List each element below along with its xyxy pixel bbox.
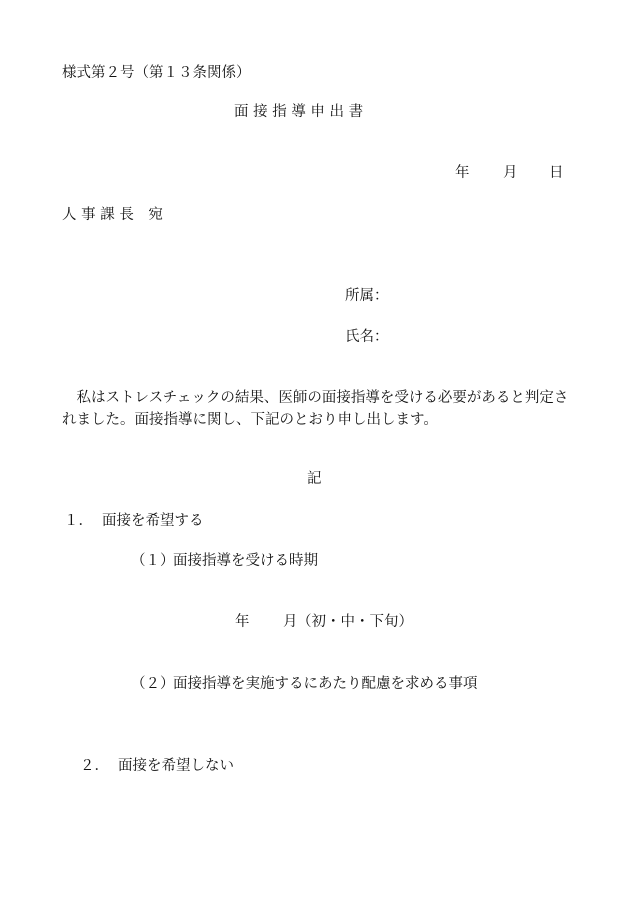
item1-sub2-label: 面接指導を実施するにあたり配慮を求める事項 xyxy=(173,676,478,692)
item2-label: 面接を希望しない xyxy=(118,758,234,774)
document-title: 面 接 指 導 申 出 書 xyxy=(234,104,364,120)
item1-number: １． xyxy=(64,513,93,529)
name-label: 氏名： xyxy=(345,329,389,345)
date-year-label: 年 xyxy=(455,165,470,181)
timing-period-label: （初・中・下旬） xyxy=(297,614,413,630)
addressee: 人 事 課 長 宛 xyxy=(62,207,163,223)
item1-label: 面接を希望する xyxy=(102,513,204,529)
item1-sub1-label: 面接指導を受ける時期 xyxy=(173,553,318,569)
timing-year-label: 年 xyxy=(235,614,250,630)
body-text: 私はストレスチェックの結果、医師の面接指導を受ける必要があると判定されました。面接指導に関し、下記のとおり申し出します。 xyxy=(62,390,569,428)
date-month-label: 月 xyxy=(503,165,518,181)
item2-number: ２． xyxy=(80,758,109,774)
ki-heading: 記 xyxy=(307,471,322,487)
item1-sub2-number: （２） xyxy=(131,676,175,692)
timing-month-label: 月 xyxy=(283,614,298,630)
item1-sub1-number: （１） xyxy=(131,553,175,569)
form-number: 様式第２号（第１３条関係） xyxy=(62,65,251,81)
date-day-label: 日 xyxy=(549,165,564,181)
affiliation-label: 所属： xyxy=(345,288,389,304)
